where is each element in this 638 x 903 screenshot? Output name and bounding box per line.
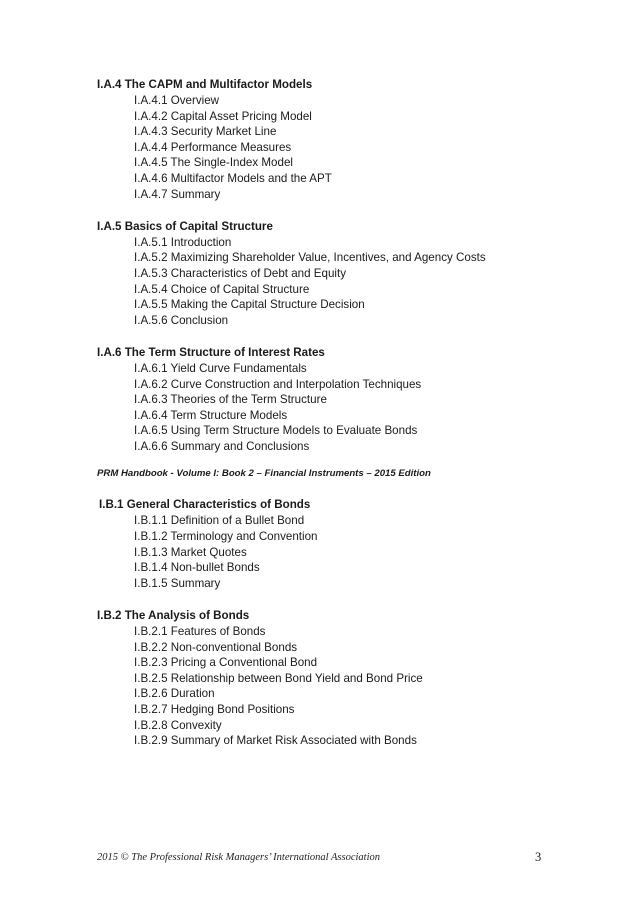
section-title: I.A.6 The Term Structure of Interest Rates <box>97 345 325 359</box>
section-title: I.A.4 The CAPM and Multifactor Models <box>97 78 313 91</box>
toc-section-ia5 <box>97 218 597 329</box>
toc-item: I.A.6.2 Curve Construction and Interpolation Techniques <box>134 377 422 391</box>
toc-item: I.B.2.5 Relationship between Bond Yield and Bond Price <box>134 671 423 685</box>
table-of-contents <box>97 76 597 749</box>
page-number: 3 <box>535 850 542 864</box>
toc-item: I.A.6.3 Theories of the Term Structure <box>134 393 327 407</box>
toc-section-ib2 <box>97 607 597 749</box>
toc-item: I.A.4.6 Multifactor Models and the APT <box>134 171 332 185</box>
toc-item: I.B.1.3 Market Quotes <box>134 545 247 559</box>
handbook-heading: PRM Handbook - Volume I: Book 2 – Financial Instruments – 2015 Edition <box>97 468 431 480</box>
toc-item: I.A.6.6 Summary and Conclusions <box>134 439 310 453</box>
toc-section-ib1 <box>97 496 597 591</box>
toc-item: I.B.1.1 Definition of a Bullet Bond <box>134 514 305 528</box>
toc-item: I.B.1.4 Non-bullet Bonds <box>134 561 260 575</box>
toc-section-ia4 <box>97 76 597 202</box>
toc-item: I.A.5.1 Introduction <box>134 235 232 249</box>
section-title: I.B.2 The Analysis of Bonds <box>97 609 250 623</box>
toc-item: I.A.6.5 Using Term Structure Models to Evaluate Bonds <box>134 424 418 438</box>
toc-item: I.B.1.2 Terminology and Convention <box>134 530 318 544</box>
toc-item: I.B.2.1 Features of Bonds <box>134 625 266 639</box>
section-title: I.B.1 General Characteristics of Bonds <box>99 498 311 512</box>
toc-item: I.A.5.6 Conclusion <box>134 313 229 327</box>
toc-item: I.A.5.3 Characteristics of Debt and Equity <box>134 266 347 280</box>
toc-item: I.B.1.5 Summary <box>134 576 221 590</box>
toc-item: I.A.4.5 The Single-Index Model <box>134 156 293 170</box>
toc-item: I.A.4.1 Overview <box>134 94 220 107</box>
section-title: I.A.5 Basics of Capital Structure <box>97 219 273 233</box>
toc-item: I.A.4.3 Security Market Line <box>134 125 277 139</box>
toc-item: I.A.4.2 Capital Asset Pricing Model <box>134 109 312 123</box>
toc-item: I.A.6.4 Term Structure Models <box>134 408 288 422</box>
toc-item: I.B.2.6 Duration <box>134 687 215 701</box>
toc-item: I.A.4.4 Performance Measures <box>134 140 292 154</box>
toc-item: I.B.2.2 Non-conventional Bonds <box>134 640 298 654</box>
toc-item: I.B.2.7 Hedging Bond Positions <box>134 703 295 716</box>
footer-copyright: 2015 © The Professional Risk Managers’ International Association <box>97 852 381 863</box>
toc-item: I.A.4.7 Summary <box>134 187 221 201</box>
toc-item: I.A.6.1 Yield Curve Fundamentals <box>134 361 307 375</box>
toc-item: I.B.2.3 Pricing a Conventional Bond <box>134 656 318 670</box>
toc-item: I.A.5.2 Maximizing Shareholder Value, Incentives, and Agency Costs <box>134 251 486 265</box>
toc-item: I.A.5.5 Making the Capital Structure Decision <box>134 298 365 312</box>
toc-item: I.B.2.9 Summary of Market Risk Associated with Bonds <box>134 734 417 748</box>
toc-item: I.A.5.4 Choice of Capital Structure <box>134 282 310 296</box>
toc-item: I.B.2.8 Convexity <box>134 718 222 732</box>
toc-section-ia6 <box>97 344 597 455</box>
